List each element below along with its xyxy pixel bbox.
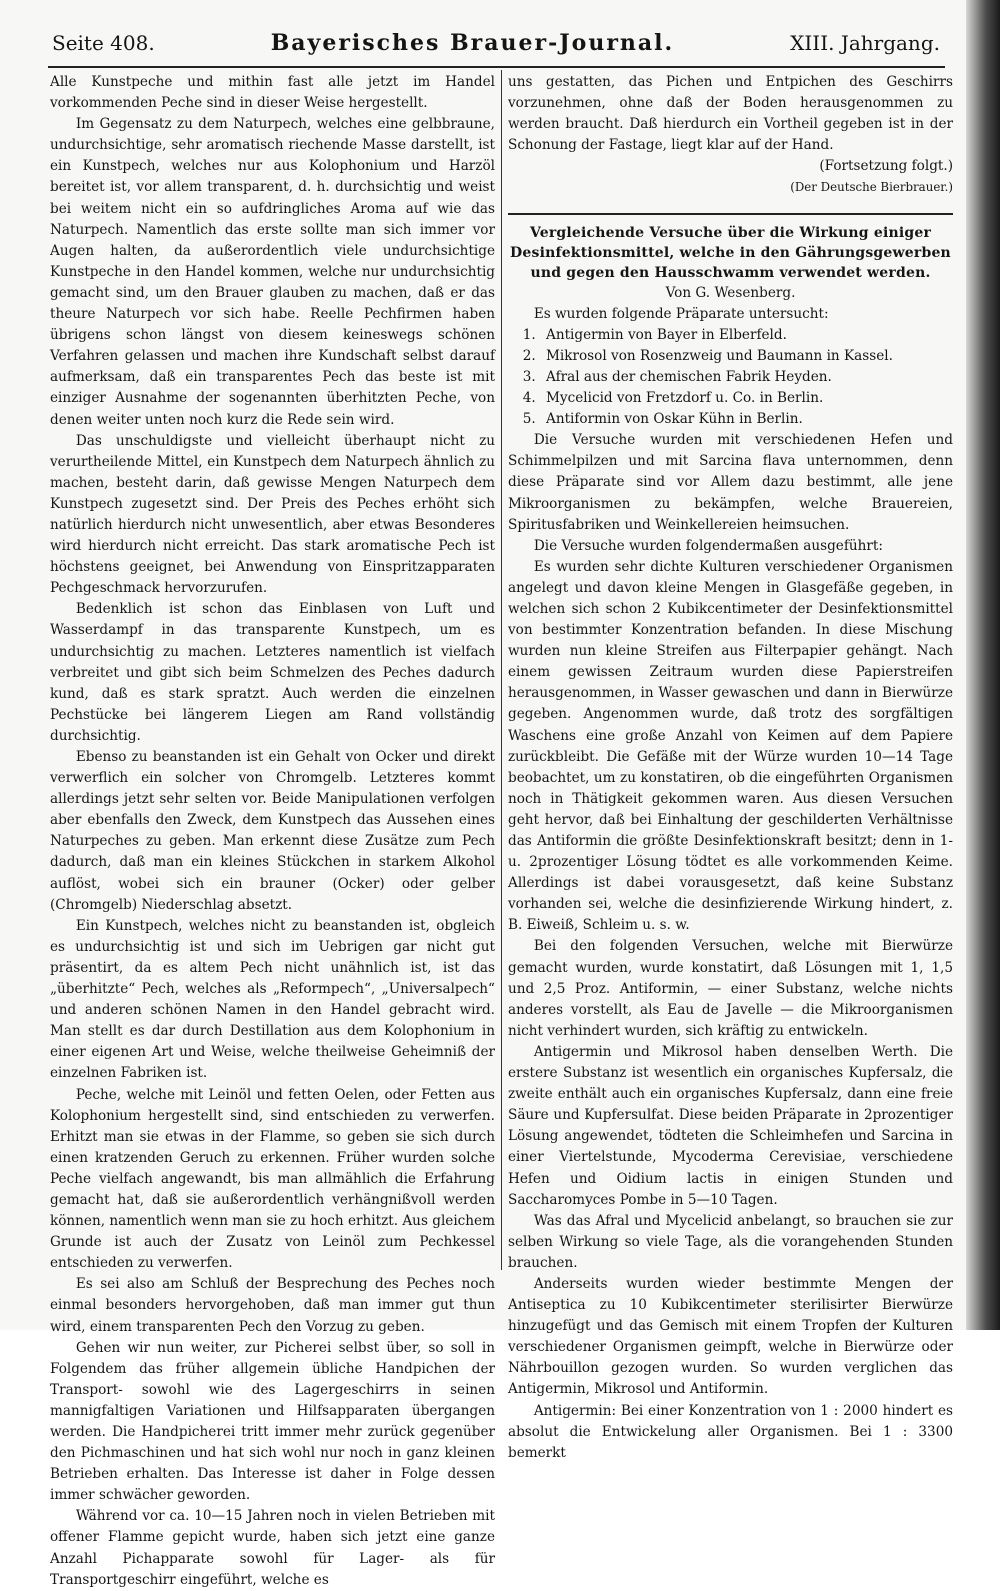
list-item: 4. Mycelicid von Fretzdorf u. Co. in Berlin. bbox=[540, 388, 953, 409]
paragraph: Antigermin: Bei einer Konzentration von 1 : 2000 hindert es absolut die Entwickelung aller Organismen. Bei 1 : 3300 bemerkt bbox=[508, 1402, 953, 1461]
paragraph: Die Versuche wurden mit verschiedenen Hefen und Schimmelpilzen und mit Sarcina flava unternommen, denn diese Präparate sind vor Allem dazu bestimmt, alle jene Mikroorganismen zu bekämpfen, welche Brauereien, Spiritusfabriken und Weinkellereien heimsuchen. bbox=[508, 432, 953, 533]
paragraph: Ein Kunstpech, welches nicht zu beanstanden ist, obgleich es undurchsichtig ist und sich im Uebrigen gar nicht gut präsentirt, da es altem Pech nicht unähnlich ist, ist das „überhitzte“ Pech, welches als „Reformpech“, „Universalpech“ und anderen schönen Namen in den Handel gebracht wird. Man stellt es dar durch Destillation aus dem Kolophonium in einer eigenen Art und Weise, welche theilweise Geheimniß der einzelnen Fabriken ist. bbox=[50, 917, 495, 1082]
header-rule bbox=[48, 66, 945, 68]
column-divider bbox=[501, 70, 502, 1270]
volume-label: XIII. Jahrgang. bbox=[790, 31, 940, 55]
paragraph: Bedenklich ist schon das Einblasen von Luft und Wasserdampf in das transparente Kunstpech, um es undurchsichtig zu machen. Letzteres namentlich ist vielfach verbreitet und gibt sich beim Schmelzen des Peches dadurch kund, daß es stark spratzt. Auch werden die einzelnen Pechstücke bei längerem Liegen am Rand vollständig durchsichtig. bbox=[50, 601, 495, 744]
list-item: 3. Afral aus der chemischen Fabrik Heyden. bbox=[540, 367, 953, 388]
section-rule bbox=[508, 213, 953, 215]
paragraph: Während vor ca. 10—15 Jahren noch in vielen Betrieben mit offener Flamme gepicht wurde, haben sich jetzt eine ganze Anzahl Pichapparate sowohl für Lager- als für Transportgeschirr eingeführt, welche es bbox=[50, 1508, 495, 1588]
paragraph: Antigermin und Mikrosol haben denselben Werth. Die erstere Substanz ist wesentlich ein organisches Kupfersalz, die zweite enthält auch ein organisches Kupfersalz, dann eine freie Säure und Kupfersulfat. Diese beiden Präparate in 2prozentiger Lösung angewendet, tödteten die Schleimhefen und Sarcina in einer Viertelstunde, Mycoderma Cerevisiae, verschiedene Hefen und Oidium lactis in einigen Stunden und Saccharomyces Pombe in 5—10 Tagen. bbox=[508, 1043, 953, 1208]
paragraph: Es wurden folgende Präparate untersucht: bbox=[533, 305, 829, 322]
paragraph: uns gestatten, das Pichen und Entpichen des Geschirrs vorzunehmen, ohne daß der Boden herausgenommen zu werden braucht. Daß hierdurch ein Vortheil gegeben ist in der Schonung der Fastage, liegt klar auf der Hand. bbox=[508, 74, 953, 154]
list-item: 1. Antigermin von Bayer in Elberfeld. bbox=[540, 325, 953, 346]
continuation-note: (Fortsetzung folgt.) bbox=[819, 158, 953, 175]
page-number: Seite 408. bbox=[52, 31, 155, 55]
running-header bbox=[52, 30, 940, 60]
paragraph: Das unschuldigste und vielleicht überhaupt nicht zu verurtheilende Mittel, ein Kunstpech dem Naturpech ähnlich zu machen, besteht darin, daß gewisse Mengen Naturpech dem Kunstpech zugesetzt sind. Der Preis des Peches erhöht sich natürlich hierdurch nicht unwesentlich, aber etwas Besonderes wird hierdurch nicht erreicht. Das stark aromatische Pech ist höchstens geeignet, bei Anwendung von Einspritzapparaten Pechgeschmack hervorzurufen. bbox=[50, 432, 495, 597]
paragraph: Ebenso zu beanstanden ist ein Gehalt von Ocker und direkt verwerflich ein solcher von Chromgelb. Letzteres kommt allerdings jetzt sehr selten vor. Beide Manipulationen verfolgen aber ebenfalls den Zweck, dem Kunstpech das Aussehen eines Naturpeches zu geben. Man erkennt diese Zusätze zum Pech dadurch, daß man ein kleines Stückchen in starkem Alkohol auflöst, wobei sich ein brauner (Ocker) oder gelber (Chromgelb) Niederschlag absetzt. bbox=[50, 749, 495, 913]
journal-title: Bayerisches Brauer-Journal. bbox=[270, 30, 675, 56]
list-item: 2. Mikrosol von Rosenzweig und Baumann in Kassel. bbox=[540, 346, 953, 367]
paragraph: Bei den folgenden Versuchen, welche mit Bierwürze gemacht wurden, wurde konstatirt, daß Lösungen mit 1, 1,5 und 2,5 Proz. Antiformin, — einer Substanz, welche nichts anderes vorstellt, als Eau de Javelle — die Mikroorganismen nicht verhindert wurden, sich kräftig zu entwickeln. bbox=[508, 938, 953, 1039]
paragraph: Alle Kunstpeche und mithin fast alle jetzt im Handel vorkommenden Peche sind in dieser Weise hergestellt. bbox=[50, 74, 495, 112]
paragraph: Gehen wir nun weiter, zur Picherei selbst über, so soll in Folgendem das früher allgemein übliche Handpichen der Transport- sowohl wie des Lagergeschirrs in seinen mannigfaltigen Variationen und Hilfsapparaten übergangen werden. Die Handpicherei tritt immer mehr zurück gegenüber den Pichmaschinen und hat sich wohl nur noch in ganz kleinen Betrieben erhalten. Das Interesse ist daher in Folge dessen immer schwächer geworden. bbox=[50, 1339, 495, 1504]
paragraph: Es sei also am Schluß der Besprechung des Peches noch einmal besonders hervorgehoben, daß man immer gut thun wird, einem transparenten Pech den Vorzug zu geben. bbox=[50, 1276, 495, 1335]
paragraph: Es wurden sehr dichte Kulturen verschiedener Organismen angelegt und davon kleine Mengen in Glasgefäße gegeben, in welchen sich schon 2 Kubikcentimeter der Desinfektionsmittel von bestimmter Konzentration befanden. In diese Mischung wurden nun kleine Streifen aus Filterpapier gehängt. Nach einem gewissen Zeitraum wurden diese Papierstreifen herausgenommen, in Wasser gewaschen und dann in Bierwürze gegeben. Angenommen wurde, daß trotz des sorgfältigen Waschens eine große Anzahl von Keimen auf dem Papiere zurückbleibt. Die Gefäße mit der Würze wurden 10—14 Tage beobachtet, um zu konstatiren, ob die eingeführten Organismen noch in Thätigkeit gekommen waren. Aus diesen Versuchen geht hervor, daß bei Einhaltung der geschilderten Verhältnisse das Antiformin die größte Desinfektionskraft besitzt; denn in 1- u. 2prozentiger Lösung tödtet es alle vorkommenden Keime. Allerdings ist dabei vorausgesetzt, daß keine Substanz vorhanden sei, welche die desinfizierende Wirkung hindert, z. B. Eiweiß, Schleim u. s. w. bbox=[508, 558, 953, 934]
page-edge-shadow bbox=[966, 0, 1000, 1330]
paragraph: Was das Afral und Mycelicid anbelangt, so brauchen sie zur selben Wirkung so viele Tage, als die vorangehenden Stunden brauchen. bbox=[508, 1212, 953, 1271]
paragraph: Die Versuche wurden folgendermaßen ausgeführt: bbox=[533, 537, 883, 554]
paragraph: Peche, welche mit Leinöl und fetten Oelen, oder Fetten aus Kolophonium hergestellt sind, sind entschieden zu verwerfen. Erhitzt man sie etwas in der Flamme, so geben sie sich durch einen kratzenden Geruch zu erkennen. Früher wurden solche Peche vielfach angewandt, bis man allmählich die Erfahrung gemacht hat, daß sie außerordentlich verhängnißvoll werden können, namentlich wenn man sie zu hoch erhitzt. Aus gleichem Grunde ist auch der Zusatz von Leinöl zum Pechkessel entschieden zu verwerfen. bbox=[50, 1086, 495, 1272]
left-column bbox=[50, 72, 495, 1591]
paragraph: Im Gegensatz zu dem Naturpech, welches eine gelbbraune, undurchsichtige, sehr aromatisch riechende Masse darstellt, ist ein Kunstpech, welches nur aus Kolophonium und Harzöl bereitet ist, vor allem transparent, d. h. durchsichtig und weist bei weitem nicht ein so aufdringliches Aroma auf wie das Naturpech. Namentlich das erste sollte man sich immer vor Augen halten, da außerordentlich viele undurchsichtige Kunstpeche in den Handel kommen, welche nur undurchsichtig gemacht sind, um den Brauer glauben zu machen, daß er das theure Naturpech vor sich habe. Reelle Pechfirmen haben übrigens schon längst von diesem keineswegs schönen Verfahren gelassen und machen ihre Kundschaft selbst darauf aufmerksam, daß ein transparentes Pech das beste ist mit einziger Ausnahme der sogenannten überhitzten Peche, von denen weiter unten noch kurz die Rede sein wird. bbox=[50, 116, 495, 428]
paragraph: Anderseits wurden wieder bestimmte Mengen der Antiseptica zu 10 Kubikcentimeter sterilisirter Bierwürze hinzugefügt und das Gemisch mit einem Tropfen der Kulturen verschiedener Organismen geimpft, welche in Bierwürze oder Nährbouillon gezogen wurden. So wurden verglichen das Antigermin, Mikrosol und Antiformin. bbox=[508, 1275, 953, 1398]
article-title: Vergleichende Versuche über die Wirkung einiger Desinfektionsmittel, welche in den Gährungsgewerben und gegen den Hausschwamm verwendet werden. bbox=[510, 224, 951, 281]
list-item: 5. Antiformin von Oskar Kühn in Berlin. bbox=[540, 409, 953, 430]
preparation-list bbox=[508, 325, 953, 430]
article-byline: Von G. Wesenberg. bbox=[665, 284, 796, 301]
source-note: (Der Deutsche Bierbrauer.) bbox=[790, 180, 953, 195]
right-column bbox=[508, 72, 953, 1464]
